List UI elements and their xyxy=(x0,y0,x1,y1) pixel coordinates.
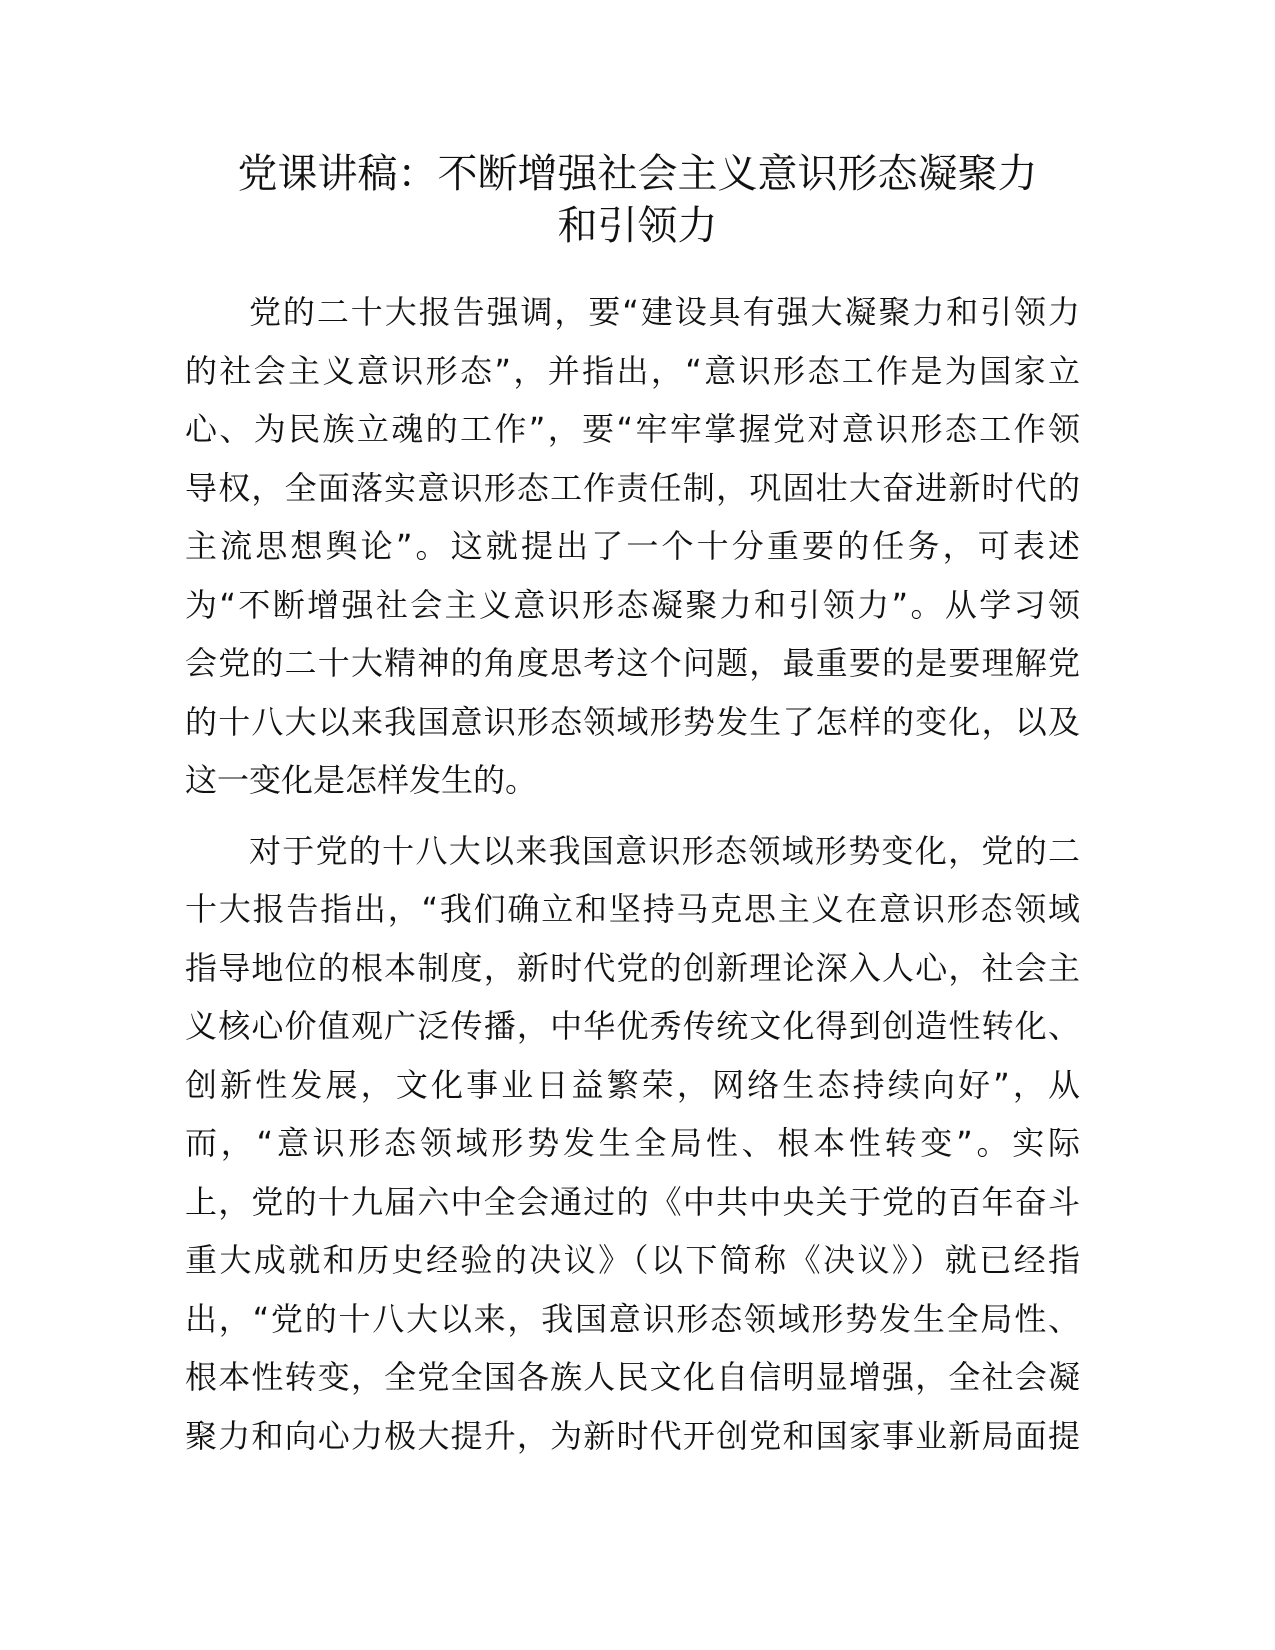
document-body xyxy=(185,283,1080,1465)
document-title xyxy=(150,148,1125,252)
paragraph-line: 义核心价值观广泛传播，中华优秀传统文化得到创造性转化、 xyxy=(185,1007,1080,1045)
paragraph-line: 而，“意识形态领域形势发生全局性、根本性转变”。实际 xyxy=(185,1124,1080,1162)
paragraph-line: 十大报告指出，“我们确立和坚持马克思主义在意识形态领域 xyxy=(185,890,1080,928)
paragraph-line: 导权，全面落实意识形态工作责任制，巩固壮大奋进新时代的 xyxy=(185,468,1080,507)
paragraph-line: 对于党的十八大以来我国意识形态领域形势变化，党的二 xyxy=(249,831,1080,870)
paragraph-line: 心、为民族立魂的工作”，要“牢牢掌握党对意识形态工作领 xyxy=(185,410,1080,448)
paragraph-line: 根本性转变，全党全国各族人民文化自信明显增强，全社会凝 xyxy=(185,1358,1080,1396)
title-line-1: 党课讲稿：不断增强社会主义意识形态凝聚力 xyxy=(237,151,1038,197)
paragraph-line: 这一变化是怎样发生的。 xyxy=(185,761,538,799)
paragraph-line: 的十八大以来我国意识形态领域形势发生了怎样的变化，以及 xyxy=(185,702,1080,741)
paragraph-line: 出，“党的十八大以来，我国意识形态领域形势发生全局性、 xyxy=(185,1299,1080,1338)
paragraph-line: 聚力和向心力极大提升，为新时代开创党和国家事业新局面提 xyxy=(185,1416,1080,1455)
title-line-2: 和引领力 xyxy=(557,203,718,249)
paragraph-line: 党的二十大报告强调，要“建设具有强大凝聚力和引领力 xyxy=(249,293,1080,331)
paragraph-line: 指导地位的根本制度，新时代党的创新理论深入人心，社会主 xyxy=(185,948,1080,987)
paragraph-gap xyxy=(185,810,1080,822)
paragraph-2 xyxy=(185,822,1080,1466)
paragraph-line: 上，党的十九届六中全会通过的《中共中央关于党的百年奋斗 xyxy=(185,1182,1080,1221)
paragraph-line: 会党的二十大精神的角度思考这个问题，最重要的是要理解党 xyxy=(185,644,1080,682)
paragraph-line: 重大成就和历史经验的决议》（以下简称《决议》）就已经指 xyxy=(185,1241,1080,1279)
paragraph-line: 主流思想舆论”。这就提出了一个十分重要的任务，可表述 xyxy=(185,527,1080,565)
paragraph-line: 创新性发展，文化事业日益繁荣，网络生态持续向好”，从 xyxy=(185,1065,1080,1104)
paragraph-1 xyxy=(185,283,1080,810)
paragraph-line: 的社会主义意识形态”，并指出，“意识形态工作是为国家立 xyxy=(185,351,1080,390)
paragraph-line: 为“不断增强社会主义意识形态凝聚力和引领力”。从学习领 xyxy=(185,585,1080,624)
